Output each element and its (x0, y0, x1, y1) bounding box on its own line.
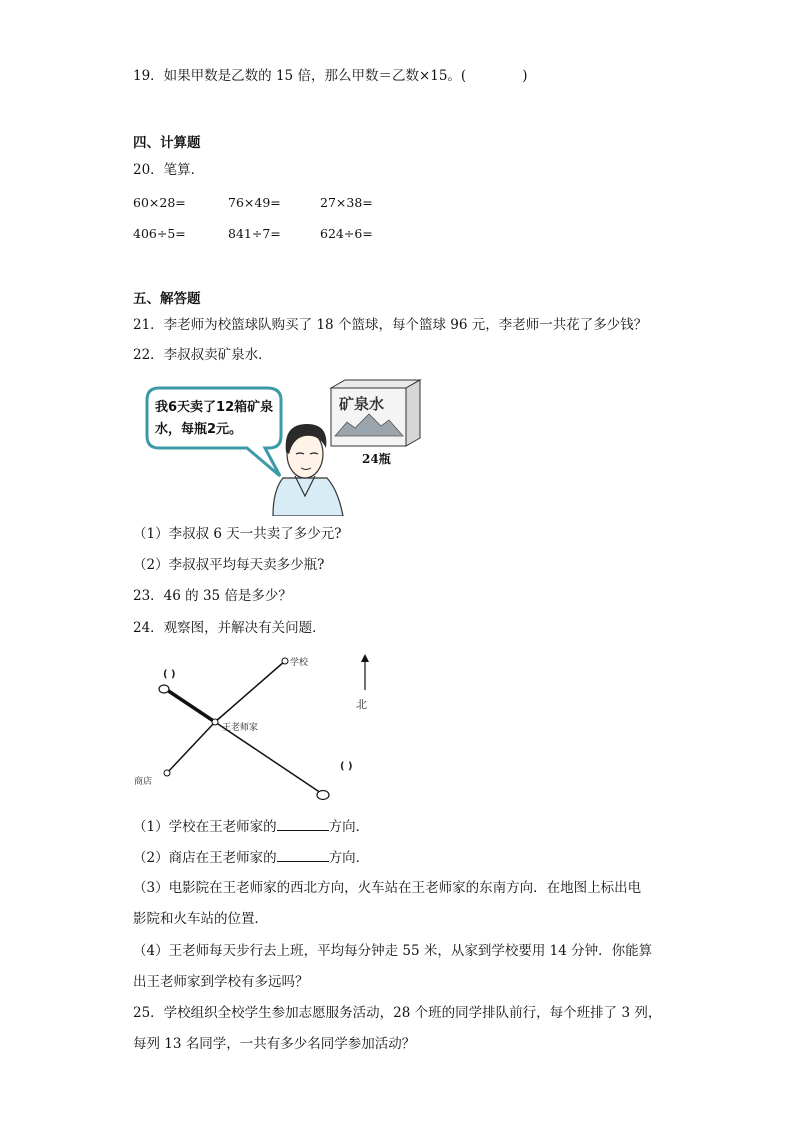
question-24-sub4-line2: 出王老师家到学校有多远吗？ (133, 974, 309, 990)
shop-label: 商店 (134, 777, 153, 787)
box-label: 矿泉水 (339, 395, 385, 413)
calc-item: 841÷7= (228, 226, 281, 241)
calc-item: 406÷5= (133, 226, 186, 241)
answer-blank[interactable] (277, 816, 329, 831)
question-19-close: ) (522, 68, 528, 84)
question-24-sub2 (133, 847, 369, 868)
question-23: 23．46 的 35 倍是多少？ (133, 588, 292, 604)
question-24-sub3-line1: （3）电影院在王老师家的西北方向，火车站在王老师家的东南方向．在地图上标出电 (133, 880, 642, 896)
question-21: 21．李老师为校篮球队购买了 18 个篮球，每个篮球 96 元，李老师一共花了多少钱？ (133, 317, 648, 333)
calc-item: 624÷6= (320, 226, 373, 241)
north-label: 北 (356, 698, 367, 711)
vendor-illustration (133, 378, 423, 516)
question-20: 20．笔算． (133, 162, 205, 178)
question-25-line2: 每列 13 名同学，一共有多少名同学参加活动？ (133, 1036, 416, 1052)
section-4-title: 四、计算题 (133, 135, 201, 151)
school-label: 学校 (290, 658, 309, 668)
station-answer-paren[interactable]: ( ) (340, 761, 353, 772)
question-24-sub4-line1: （4）王老师每天步行去上班，平均每分钟走 55 米，从家到学校要用 14 分钟．你能算 (133, 943, 653, 959)
section-5-title: 五、解答题 (133, 291, 201, 307)
home-label: 王老师家 (222, 723, 259, 733)
question-24-sub1 (133, 816, 369, 837)
question-22-sub2: （2）李叔叔平均每天卖多少瓶? (133, 557, 325, 573)
calc-item: 76×49= (228, 195, 281, 210)
question-22: 22．李叔叔卖矿泉水． (133, 347, 272, 363)
question-25-line1: 25．学校组织全校学生参加志愿服务活动，28 个班的同学排队前行，每个班排了 3 列， (133, 1005, 662, 1021)
speech-line-1: 我6天卖了12箱矿泉 (155, 400, 274, 415)
cinema-answer-paren[interactable]: ( ) (163, 669, 176, 680)
question-24-sub2-text: （2）商店在王老师家的 (133, 850, 277, 866)
question-19-text: 19．如果甲数是乙数的 15 倍，那么甲数＝乙数×15。( (133, 68, 467, 84)
box-caption: 24瓶 (362, 452, 391, 466)
question-24: 24．观察图，并解决有关问题． (133, 620, 326, 636)
answer-blank[interactable] (277, 847, 329, 862)
question-19 (133, 66, 527, 86)
question-24-sub1-end: 方向． (328, 819, 370, 835)
question-24-sub3-line2: 影院和火车站的位置． (133, 911, 268, 927)
calc-item: 60×28= (133, 195, 186, 210)
question-24-sub2-end: 方向． (328, 850, 370, 866)
question-22-sub1: （1）李叔叔 6 天一共卖了多少元? (133, 526, 342, 542)
question-24-sub1-text: （1）学校在王老师家的 (133, 819, 277, 835)
direction-map (130, 650, 390, 805)
speech-line-2: 水，每瓶2元。 (155, 422, 243, 437)
calc-item: 27×38= (320, 195, 373, 210)
